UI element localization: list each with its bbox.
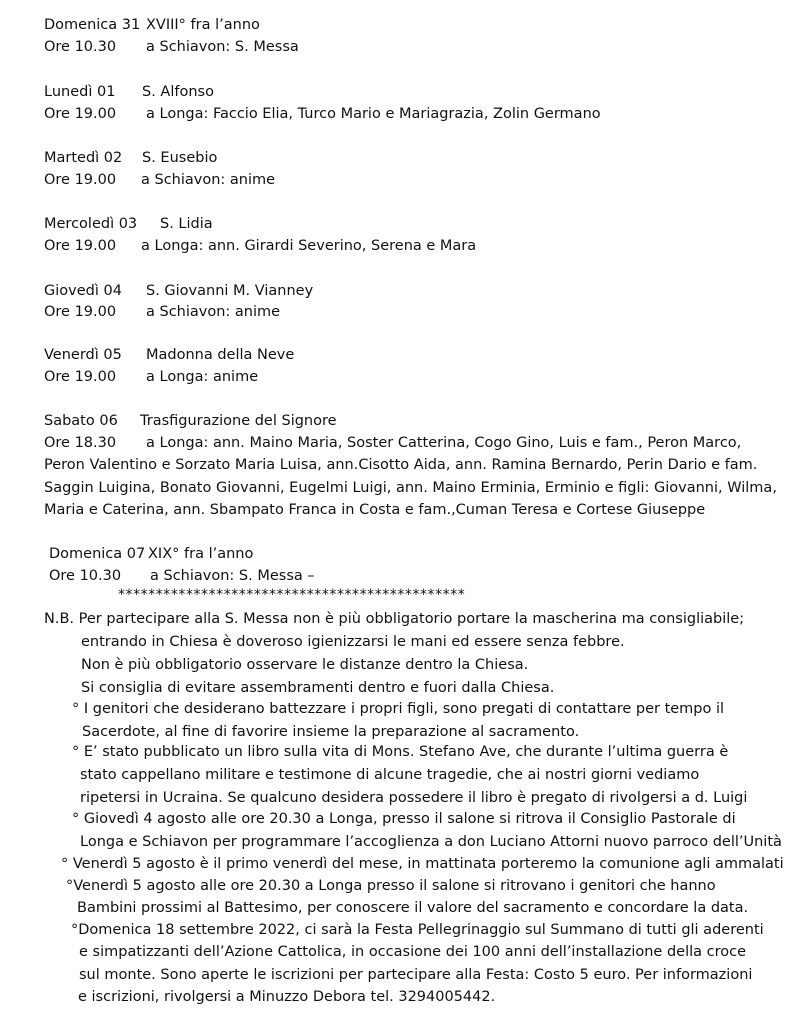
mass-time: Ore 10.30 [44, 39, 117, 55]
mass-text: a Schiavon: S. Messa [146, 39, 299, 55]
mass-entry [44, 368, 259, 386]
day-header [49, 545, 254, 563]
feast-label: S. Eusebio [142, 150, 218, 166]
mass-continuation: Maria e Caterina, ann. Sbampato Franca in Costa e fam.,Cuman Teresa e Cortese Giuseppe [44, 502, 706, 518]
mass-time: Ore 19.00 [44, 172, 117, 188]
day-label: Giovedì 04 [44, 283, 122, 299]
day-header [44, 215, 213, 233]
feast-label: S. Alfonso [142, 84, 214, 100]
note-line: entrando in Chiesa è doveroso igienizzarsi le mani ed essere senza febbre. [81, 634, 625, 650]
day-label: Mercoledì 03 [44, 216, 138, 232]
note-line: Sacerdote, al fine di favorire insieme la preparazione al sacramento. [82, 724, 580, 740]
mass-entry [44, 38, 299, 56]
day-header [44, 412, 337, 430]
feast-label: Madonna della Neve [146, 347, 295, 363]
note-line: Si consiglia di evitare assembramenti dentro e fuori dalla Chiesa. [81, 680, 555, 696]
mass-time: Ore 19.00 [44, 106, 117, 122]
feast-label: Trasfigurazione del Signore [140, 413, 337, 429]
mass-continuation: Peron Valentino e Sorzato Maria Luisa, ann.Cisotto Aida, ann. Ramina Bernardo, Perin Dario e fam. [44, 457, 758, 473]
note-line: e simpatizzanti dell’Azione Cattolica, in occasione dei 100 anni dell’installazione della croce [79, 944, 747, 960]
note-line: Bambini prossimi al Battesimo, per conoscere il valore del sacramento e concordare la data. [77, 900, 749, 916]
day-label: Martedì 02 [44, 150, 123, 166]
day-label: Domenica 31 [44, 17, 141, 33]
day-header [44, 16, 260, 34]
note-line: Non è più obbligatorio osservare le distanze dentro la Chiesa. [81, 657, 529, 673]
asterisk-separator: ********************************************** [118, 587, 466, 603]
mass-text: a Longa: ann. Maino Maria, Soster Catterina, Cogo Gino, Luis e fam., Peron Marco, [146, 435, 742, 451]
note-line: e iscrizioni, rivolgersi a Minuzzo Debora tel. 3294005442. [78, 989, 496, 1005]
mass-time: Ore 19.00 [44, 304, 117, 320]
note-line: ° E’ stato pubblicato un libro sulla vita di Mons. Stefano Ave, che durante l’ultima guerra è [72, 744, 729, 760]
mass-time: Ore 18.30 [44, 435, 117, 451]
mass-text: a Longa: Faccio Elia, Turco Mario e Mariagrazia, Zolin Germano [146, 106, 601, 122]
note-line: °Domenica 18 settembre 2022, ci sarà la Festa Pellegrinaggio sul Summano di tutti gli aderenti [71, 922, 764, 938]
mass-entry [44, 303, 281, 321]
day-label: Venerdì 05 [44, 347, 122, 363]
note-line: ° I genitori che desiderano battezzare i propri figli, sono pregati di contattare per tempo il [72, 701, 725, 717]
day-header [44, 346, 295, 364]
mass-text: a Schiavon: S. Messa – [150, 568, 315, 584]
mass-time: Ore 19.00 [44, 238, 117, 254]
mass-entry [44, 434, 742, 452]
note-line: ° Giovedì 4 agosto alle ore 20.30 a Longa, presso il salone si ritrova il Consiglio Pastorale di [72, 811, 736, 827]
mass-entry [44, 171, 276, 189]
day-label: Sabato 06 [44, 413, 118, 429]
mass-text: a Longa: anime [146, 369, 259, 385]
mass-text: a Schiavon: anime [141, 172, 276, 188]
feast-label: XVIII° fra l’anno [146, 17, 260, 33]
day-header [44, 83, 214, 101]
mass-entry [49, 567, 315, 585]
mass-time: Ore 10.30 [49, 568, 122, 584]
day-label: Domenica 07 [49, 546, 146, 562]
day-header [44, 149, 218, 167]
day-header [44, 282, 314, 300]
mass-continuation: Saggin Luigina, Bonato Giovanni, Eugelmi Luigi, ann. Maino Erminia, Erminio e figli: Giovanni, Wilma, [44, 480, 777, 496]
note-line: sul monte. Sono aperte le iscrizioni per partecipare alla Festa: Costo 5 euro. Per informazioni [79, 967, 753, 983]
note-line: stato cappellano militare e testimone di alcune tragedie, che ai nostri giorni vediamo [80, 767, 700, 783]
mass-text: a Longa: ann. Girardi Severino, Serena e Mara [141, 238, 477, 254]
note-line: Longa e Schiavon per programmare l’accoglienza a don Luciano Attorni nuovo parroco dell’Unità [80, 834, 782, 850]
note-line: °Venerdì 5 agosto alle ore 20.30 a Longa presso il salone si ritrovano i genitori che hanno [66, 878, 716, 894]
note-line: N.B. Per partecipare alla S. Messa non è più obbligatorio portare la mascherina ma consigliabile; [44, 611, 745, 627]
mass-entry [44, 105, 601, 123]
note-line: ripetersi in Ucraina. Se qualcuno desidera possedere il libro è pregato di rivolgersi a d. Luigi [80, 790, 748, 806]
mass-text: a Schiavon: anime [146, 304, 281, 320]
mass-entry [44, 237, 477, 255]
note-line: ° Venerdì 5 agosto è il primo venerdì del mese, in mattinata porteremo la comunione agli ammalati [61, 856, 784, 872]
mass-time: Ore 19.00 [44, 369, 117, 385]
feast-label: S. Lidia [160, 216, 213, 232]
day-label: Lunedì 01 [44, 84, 116, 100]
feast-label: XIX° fra l’anno [148, 546, 254, 562]
feast-label: S. Giovanni M. Vianney [146, 283, 314, 299]
